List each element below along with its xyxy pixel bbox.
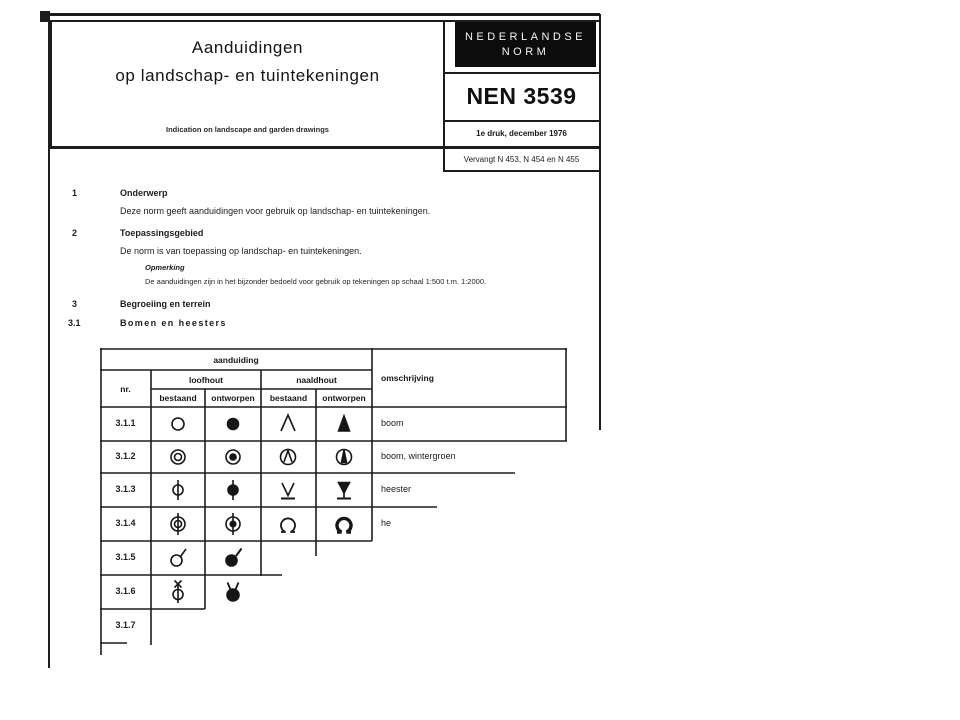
document-subtitle-en: Indication on landscape and garden drawings xyxy=(166,125,329,134)
symbol-naaldhout-ontworpen xyxy=(331,443,357,471)
symbol-loofhout-ontworpen xyxy=(220,443,246,471)
symbol-loofhout-ontworpen xyxy=(220,578,246,606)
symbol-loofhout-ontworpen xyxy=(220,410,246,438)
symbol-loofhout-bestaand xyxy=(165,476,191,504)
row-nr: 3.1.2 xyxy=(115,451,136,461)
symbol-loofhout-bestaand xyxy=(165,443,191,471)
row-description-cropped: he xyxy=(381,518,392,528)
symbol-loofhout-ontworpen xyxy=(220,510,246,538)
symbol-naaldhout-ontworpen xyxy=(331,510,357,538)
row-description: boom xyxy=(381,418,404,428)
symbol-loofhout-ontworpen xyxy=(220,544,246,572)
header-naaldhout: naaldhout xyxy=(296,374,337,385)
row-nr: 3.1.4 xyxy=(115,518,136,528)
symbol-naaldhout-ontworpen xyxy=(331,476,357,504)
header-loofhout: loofhout xyxy=(189,374,223,385)
symbol-naaldhout-bestaand xyxy=(275,510,301,538)
section-3-heading: Begroeiing en terrein xyxy=(120,299,211,309)
row-nr: 3.1.1 xyxy=(115,418,136,428)
section-2-number: 2 xyxy=(72,228,78,238)
symbol-naaldhout-bestaand xyxy=(275,410,301,438)
header-omschrijving: omschrijving xyxy=(381,373,434,383)
row-nr: 3.1.7 xyxy=(115,620,136,630)
section-3-1-heading: Bomen en heesters xyxy=(120,318,227,328)
symbol-loofhout-bestaand xyxy=(165,510,191,538)
row-nr: 3.1.3 xyxy=(115,484,136,494)
section-3-number: 3 xyxy=(72,299,78,309)
norm-code: NEN 3539 xyxy=(466,82,577,109)
scan-top-edge xyxy=(40,13,600,16)
section-2-heading: Toepassingsgebied xyxy=(120,228,204,238)
section-3-1-number: 3.1 xyxy=(68,318,81,328)
header-aanduiding: aanduiding xyxy=(213,354,259,365)
section-1-body: Deze norm geeft aanduidingen voor gebruik op landschap- en tuintekeningen. xyxy=(120,206,431,216)
section-2-note-label: Opmerking xyxy=(145,263,185,272)
header-naaldhout-bestaand: bestaand xyxy=(269,393,308,403)
symbol-naaldhout-bestaand xyxy=(275,476,301,504)
section-1-number: 1 xyxy=(72,188,78,198)
header-loofhout-bestaand: bestaand xyxy=(159,393,197,403)
symbol-naaldhout-bestaand xyxy=(275,443,301,471)
header-loofhout-ontworpen: ontworpen xyxy=(211,393,255,403)
section-2-body: De norm is van toepassing op landschap- en tuintekeningen. xyxy=(120,246,362,256)
document-title-line2: op landschap- en tuintekeningen xyxy=(115,66,380,85)
norm-logo-box xyxy=(455,22,596,67)
symbol-naaldhout-ontworpen xyxy=(331,410,357,438)
section-2-note: De aanduidingen zijn in het bijzonder bedoeld voor gebruik op tekeningen op schaal 1:500 t.m. 1:2000. xyxy=(145,277,487,286)
symbol-loofhout-bestaand xyxy=(165,410,191,438)
symbol-loofhout-bestaand xyxy=(165,578,191,606)
header-naaldhout-ontworpen: ontworpen xyxy=(322,393,366,403)
replaces-note: Vervangt N 453, N 454 en N 455 xyxy=(463,154,580,164)
header-box-left xyxy=(50,20,52,146)
row-nr: 3.1.5 xyxy=(115,552,136,562)
section-1-heading: Onderwerp xyxy=(120,188,168,198)
norm-logo-line2: NORM xyxy=(501,45,550,58)
header-nr: nr. xyxy=(120,383,131,394)
replaces-cell-bottom xyxy=(443,170,600,172)
document-title-line1: Aanduidingen xyxy=(191,38,304,57)
symbols-table xyxy=(100,348,570,660)
row-description: heester xyxy=(381,484,412,494)
row-description: boom, wintergroen xyxy=(381,451,456,461)
norm-logo-line1: NEDERLANDSE xyxy=(464,30,587,43)
norm-edition: 1e druk, december 1976 xyxy=(476,129,567,138)
symbol-loofhout-bestaand xyxy=(165,544,191,572)
symbol-loofhout-ontworpen xyxy=(220,476,246,504)
row-nr: 3.1.6 xyxy=(115,586,136,596)
